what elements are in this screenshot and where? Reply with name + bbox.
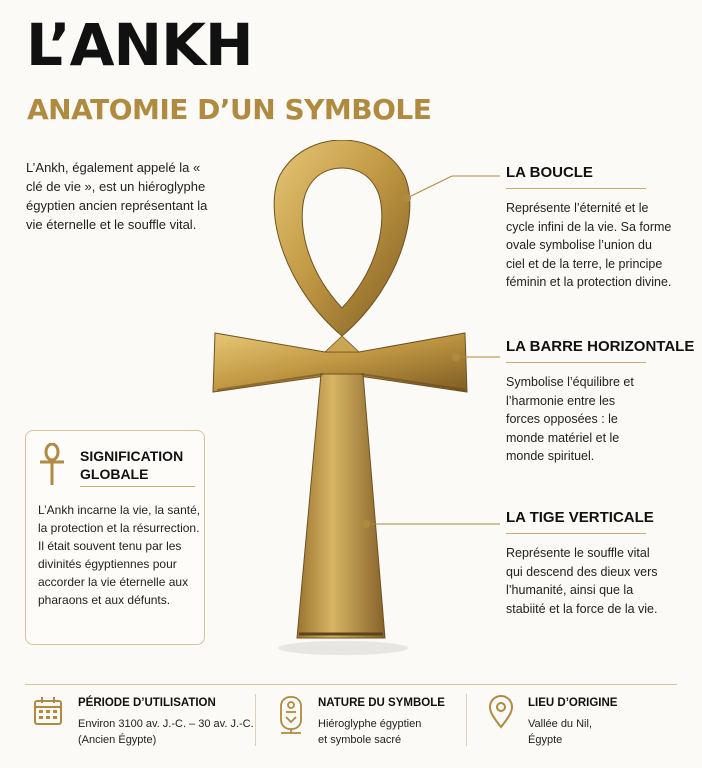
divider: [506, 362, 646, 363]
footer-divider: [25, 684, 677, 685]
section-heading: LA BOUCLE: [506, 164, 593, 181]
cartouche-icon: [278, 695, 304, 735]
footer-line: Égypte: [528, 734, 563, 746]
divider: [80, 486, 195, 487]
divider: [506, 533, 646, 534]
location-pin-icon: [488, 695, 514, 729]
signification-text: L’Ankh incarne la vie, la santé, la protection et la résurrection. Il était souvent tenu par les divinités égyptiennes pour accorder la vie éternelle aux pharaons et aux défunts.: [38, 503, 201, 607]
footer-separator: [255, 694, 256, 746]
signification-heading: SIGNIFICATION GLOBALE: [80, 448, 184, 482]
page-title: L’ANKH: [26, 11, 253, 79]
signification-box: [25, 430, 205, 645]
section-text: Symbolise l’équilibre et l’harmonie entre les forces opposées : le monde matériel et le monde spirituel.: [506, 375, 634, 463]
footer-line: et symbole sacré: [318, 734, 402, 746]
footer-text: [318, 716, 421, 748]
divider: [506, 188, 646, 189]
intro-text: L’Ankh, également appelé la « clé de vie », est un hiéroglyphe égyptien ancien représentant la vie éternelle et le souffle vital.: [26, 160, 208, 232]
section-text: Représente le souffle vital qui descend des dieux vers l’humanité, ainsi que la stabiité et la force de la vie.: [506, 546, 658, 616]
section-boucle: [506, 165, 696, 292]
footer-title: NATURE DU SYMBOLE: [318, 697, 445, 709]
footer-line: Hiéroglyphe égyptien: [318, 718, 422, 730]
section-heading: LA BARRE HORIZONTALE: [506, 338, 695, 355]
footer-title: LIEU D’ORIGINE: [528, 697, 618, 709]
section-tige-verticale: [506, 510, 696, 618]
footer-line: Vallée du Nil,: [528, 718, 592, 730]
section-heading: LA TIGE VERTICALE: [506, 509, 654, 526]
footer-title: PÉRIODE D’UTILISATION: [78, 697, 216, 709]
footer-text: [78, 716, 254, 748]
section-text: Représente l’éternité et le cycle infini de la vie. Sa forme ovale symbolise l’union du ciel et de la terre, le principe féminin et la protection divine.: [506, 201, 672, 289]
ankh-icon: [38, 443, 66, 487]
footer-line: (Ancien Égypte): [78, 734, 157, 746]
page-subtitle: ANATOMIE D’UN SYMBOLE: [27, 93, 432, 126]
footer-text: [528, 716, 592, 748]
calendar-icon: [32, 695, 64, 727]
footer-separator: [466, 694, 467, 746]
footer-line: Environ 3100 av. J.-C. – 30 av. J.-C.: [78, 718, 254, 730]
section-barre-horizontale: [506, 339, 696, 466]
